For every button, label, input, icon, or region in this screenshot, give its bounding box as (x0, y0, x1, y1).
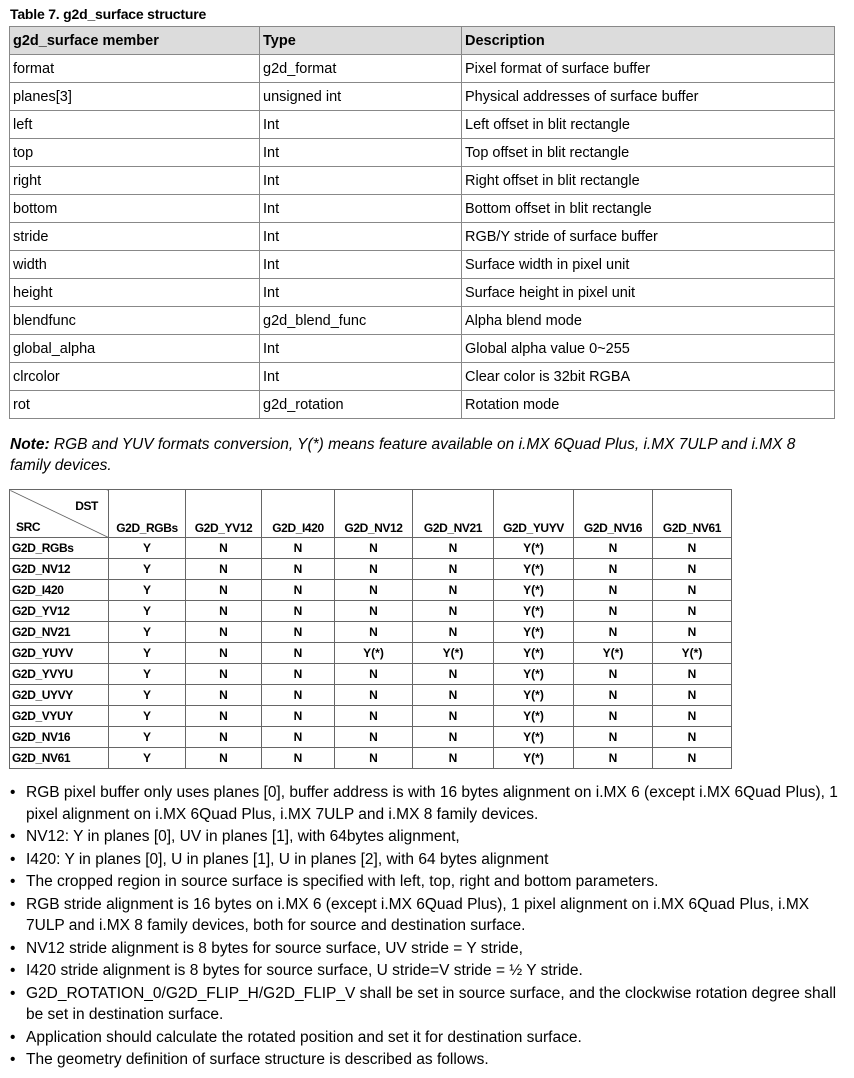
table-cell: height (10, 279, 260, 307)
table-row (10, 363, 835, 391)
table-cell: Int (260, 167, 462, 195)
dst-label: DST (75, 499, 98, 513)
table-cell: unsigned int (260, 83, 462, 111)
table-cell: N (262, 538, 335, 559)
note-text: RGB and YUV formats conversion, Y(*) means feature available on i.MX 6Quad Plus, i.MX 7ULP and i.MX 8 family devices. (10, 436, 796, 474)
row-header: G2D_NV16 (10, 727, 109, 748)
table-cell: N (335, 580, 413, 601)
table-row (10, 167, 835, 195)
table-cell: N (653, 664, 732, 685)
table-cell: N (413, 601, 494, 622)
table-cell: N (262, 643, 335, 664)
table-cell: g2d_rotation (260, 391, 462, 419)
table-cell: Y(*) (494, 622, 574, 643)
table-cell: N (262, 685, 335, 706)
table-cell: Global alpha value 0~255 (462, 335, 835, 363)
table-cell: N (262, 706, 335, 727)
table-cell: rot (10, 391, 260, 419)
table-cell: N (262, 727, 335, 748)
table-cell: N (653, 748, 732, 769)
table-cell: N (186, 538, 262, 559)
table-cell: Rotation mode (462, 391, 835, 419)
list-item: • Application should calculate the rotated position and set it for destination surface. (10, 1027, 840, 1049)
table-cell: Surface height in pixel unit (462, 279, 835, 307)
table-row (10, 748, 732, 769)
table-cell: N (186, 559, 262, 580)
table-cell: N (262, 664, 335, 685)
table-cell: N (413, 706, 494, 727)
row-header: G2D_YUYV (10, 643, 109, 664)
table-row (10, 559, 732, 580)
table-cell: Bottom offset in blit rectangle (462, 195, 835, 223)
table-cell: N (653, 601, 732, 622)
column-header: Description (462, 27, 835, 55)
table-cell: Int (260, 251, 462, 279)
table-cell: Int (260, 139, 462, 167)
list-item: • RGB stride alignment is 16 bytes on i.MX 6 (except i.MX 6Quad Plus), 1 pixel alignment on i.MX 6Quad Plus, i.MX 7ULP and i.MX 8 family devices, both for source and destination surface. (10, 894, 840, 937)
table-cell: N (413, 685, 494, 706)
table-cell: Int (260, 279, 462, 307)
table-cell: N (653, 538, 732, 559)
table-cell: Y(*) (574, 643, 653, 664)
table-cell: Y (109, 601, 186, 622)
row-header: G2D_I420 (10, 580, 109, 601)
src-label: SRC (16, 520, 41, 534)
column-header: G2D_RGBs (109, 490, 186, 538)
table-cell: top (10, 139, 260, 167)
table-cell: Y (109, 580, 186, 601)
list-item: • NV12: Y in planes [0], UV in planes [1], with 64bytes alignment, (10, 826, 840, 848)
table-cell: g2d_format (260, 55, 462, 83)
table-cell: N (413, 727, 494, 748)
table-cell: Y (109, 706, 186, 727)
table-cell: N (262, 622, 335, 643)
notes-list (10, 782, 840, 1072)
table-row (10, 538, 732, 559)
table-cell: stride (10, 223, 260, 251)
table-cell: N (186, 706, 262, 727)
table-row (10, 391, 835, 419)
table-cell: width (10, 251, 260, 279)
list-item: • RGB pixel buffer only uses planes [0], buffer address is with 16 bytes alignment on i.MX 6 (except i.MX 6Quad Plus), 1 pixel alignment on i.MX 6Quad Plus, i.MX 7ULP and i.MX 8 family devices. (10, 782, 840, 825)
table-cell: N (574, 538, 653, 559)
table-cell: N (653, 727, 732, 748)
note-label: Note: (10, 436, 50, 453)
table-cell: Y (109, 643, 186, 664)
table-cell: Y(*) (494, 706, 574, 727)
table-row (10, 664, 732, 685)
table-cell: Int (260, 223, 462, 251)
table-row (10, 580, 732, 601)
table-row (10, 601, 732, 622)
table-cell: Int (260, 363, 462, 391)
table-cell: N (574, 580, 653, 601)
table-cell: N (186, 643, 262, 664)
table-cell: planes[3] (10, 83, 260, 111)
column-header: G2D_YUYV (494, 490, 574, 538)
table-cell: N (653, 622, 732, 643)
table-cell: Y(*) (494, 538, 574, 559)
table-cell: right (10, 167, 260, 195)
table-cell: Y (109, 727, 186, 748)
table-cell: N (186, 622, 262, 643)
table-row (10, 622, 732, 643)
row-header: G2D_NV12 (10, 559, 109, 580)
table-cell: N (186, 601, 262, 622)
table-cell: Y (109, 559, 186, 580)
row-header: G2D_UYVY (10, 685, 109, 706)
table-cell: clrcolor (10, 363, 260, 391)
table-cell: N (335, 706, 413, 727)
table-cell: format (10, 55, 260, 83)
table-cell: Top offset in blit rectangle (462, 139, 835, 167)
table-cell: N (335, 685, 413, 706)
column-header: G2D_YV12 (186, 490, 262, 538)
table-cell: Y(*) (494, 685, 574, 706)
note (10, 434, 830, 476)
table-row (10, 251, 835, 279)
list-item: • I420: Y in planes [0], U in planes [1], U in planes [2], with 64 bytes alignment (10, 849, 840, 871)
table-cell: bottom (10, 195, 260, 223)
table-cell: N (653, 559, 732, 580)
table-cell: Y(*) (494, 748, 574, 769)
table-cell: N (574, 622, 653, 643)
column-header: G2D_NV21 (413, 490, 494, 538)
table-row (10, 139, 835, 167)
table-row (10, 307, 835, 335)
table-cell: N (574, 601, 653, 622)
table-cell: N (186, 664, 262, 685)
table-cell: RGB/Y stride of surface buffer (462, 223, 835, 251)
table-row (10, 727, 732, 748)
table-cell: N (574, 664, 653, 685)
table-cell: N (574, 706, 653, 727)
table-cell: N (186, 580, 262, 601)
table-cell: N (186, 748, 262, 769)
row-header: G2D_YV12 (10, 601, 109, 622)
table-cell: Y (109, 685, 186, 706)
list-item: • The cropped region in source surface is specified with left, top, right and bottom parameters. (10, 871, 840, 893)
table-row (10, 223, 835, 251)
table-row (10, 335, 835, 363)
table-cell: Alpha blend mode (462, 307, 835, 335)
table-cell: N (413, 664, 494, 685)
table-cell: Left offset in blit rectangle (462, 111, 835, 139)
table-cell: Y(*) (494, 580, 574, 601)
table-caption: Table 7. g2d_surface structure (10, 6, 207, 22)
column-header: G2D_NV16 (574, 490, 653, 538)
table-cell: N (413, 538, 494, 559)
table-cell: N (335, 748, 413, 769)
row-header: G2D_YVYU (10, 664, 109, 685)
table-cell: Int (260, 335, 462, 363)
table-cell: N (653, 706, 732, 727)
table-cell: N (186, 727, 262, 748)
table-row (10, 279, 835, 307)
list-item: • The geometry definition of surface structure is described as follows. (10, 1049, 840, 1071)
table-cell: N (262, 748, 335, 769)
table-cell: N (574, 748, 653, 769)
table-cell: N (335, 727, 413, 748)
row-header: G2D_NV61 (10, 748, 109, 769)
table-cell: N (413, 559, 494, 580)
table-cell: Y(*) (335, 643, 413, 664)
table-cell: N (262, 601, 335, 622)
table-cell: N (335, 559, 413, 580)
table-row (10, 195, 835, 223)
table-cell: left (10, 111, 260, 139)
table-row (10, 83, 835, 111)
list-item: • NV12 stride alignment is 8 bytes for source surface, UV stride = Y stride, (10, 938, 840, 960)
table-cell: Y(*) (413, 643, 494, 664)
table-cell: N (413, 748, 494, 769)
table-cell: N (574, 727, 653, 748)
table-cell: N (335, 664, 413, 685)
column-header: G2D_I420 (262, 490, 335, 538)
table-cell: N (574, 559, 653, 580)
table-cell: N (335, 538, 413, 559)
table-cell: Int (260, 195, 462, 223)
table-row (10, 55, 835, 83)
table-cell: Y (109, 664, 186, 685)
table-cell: N (262, 580, 335, 601)
table-row (10, 706, 732, 727)
table-cell: Pixel format of surface buffer (462, 55, 835, 83)
table-cell: Y (109, 748, 186, 769)
table-cell: Clear color is 32bit RGBA (462, 363, 835, 391)
column-header: G2D_NV61 (653, 490, 732, 538)
table-cell: Surface width in pixel unit (462, 251, 835, 279)
table-cell: N (653, 580, 732, 601)
column-header: g2d_surface member (10, 27, 260, 55)
table-cell: N (335, 601, 413, 622)
table-cell: N (413, 580, 494, 601)
table-cell: Y(*) (653, 643, 732, 664)
row-header: G2D_RGBs (10, 538, 109, 559)
format-conversion-table (9, 489, 732, 769)
table-cell: blendfunc (10, 307, 260, 335)
table-cell: Right offset in blit rectangle (462, 167, 835, 195)
table-cell: Y (109, 538, 186, 559)
table-cell: g2d_blend_func (260, 307, 462, 335)
table-cell: global_alpha (10, 335, 260, 363)
table-cell: Y(*) (494, 601, 574, 622)
table-cell: Y (109, 622, 186, 643)
table-row (10, 643, 732, 664)
row-header: G2D_VYUY (10, 706, 109, 727)
table-cell: Y(*) (494, 643, 574, 664)
corner-header (10, 490, 109, 538)
table-cell: N (413, 622, 494, 643)
table-cell: Int (260, 111, 462, 139)
column-header: Type (260, 27, 462, 55)
surface-structure-table (9, 26, 835, 419)
table-cell: N (335, 622, 413, 643)
column-header: G2D_NV12 (335, 490, 413, 538)
list-item: • I420 stride alignment is 8 bytes for source surface, U stride=V stride = ½ Y stride. (10, 960, 840, 982)
list-item: • G2D_ROTATION_0/G2D_FLIP_H/G2D_FLIP_V shall be set in source surface, and the clockwise rotation degree shall be set in destination surface. (10, 983, 840, 1026)
table-cell: N (186, 685, 262, 706)
table-row (10, 685, 732, 706)
table-cell: Y(*) (494, 727, 574, 748)
table-row (10, 111, 835, 139)
table-cell: N (262, 559, 335, 580)
table-cell: Y(*) (494, 559, 574, 580)
table-cell: Physical addresses of surface buffer (462, 83, 835, 111)
table-cell: N (574, 685, 653, 706)
table-cell: Y(*) (494, 664, 574, 685)
table-cell: N (653, 685, 732, 706)
row-header: G2D_NV21 (10, 622, 109, 643)
